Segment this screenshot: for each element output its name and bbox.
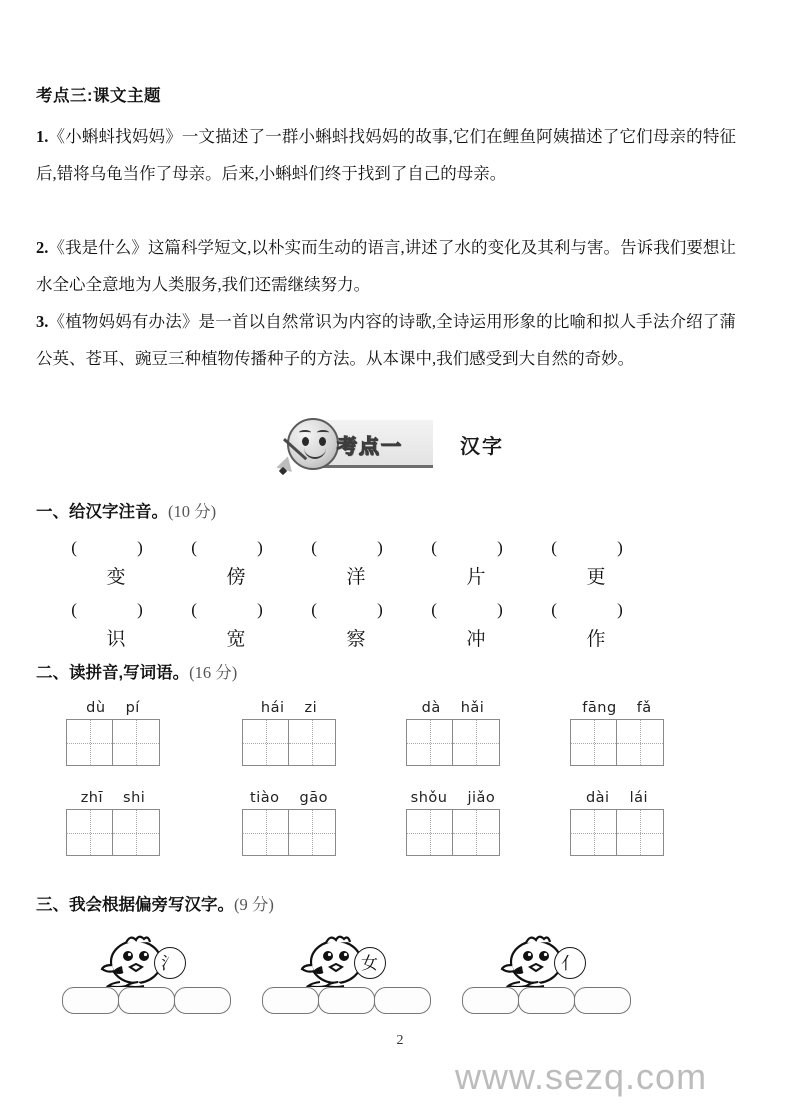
answer-box[interactable] xyxy=(62,987,119,1014)
tianzige-group-3 xyxy=(406,700,500,766)
pinyin-blank-paren[interactable]: ( ) xyxy=(431,600,531,619)
exercise-2-title: 二、读拼音,写词语。 xyxy=(36,664,190,682)
review-heading: 考点三:课文主题 xyxy=(36,87,161,105)
review-item-3-number: 3. xyxy=(36,312,49,331)
exercise-3-heading xyxy=(36,891,274,915)
badge-title-label: 汉字 xyxy=(460,436,504,458)
writing-grid[interactable] xyxy=(242,809,336,856)
ex1-r1-c5[interactable] xyxy=(536,538,656,589)
radical-group-1 xyxy=(62,935,231,1014)
answer-boxes[interactable] xyxy=(62,987,231,1014)
answer-box[interactable] xyxy=(118,987,175,1014)
exercise-2-score: (16 分) xyxy=(189,663,238,682)
ex1-char: 冲 xyxy=(466,629,486,650)
pinyin-syllable: dà xyxy=(421,700,441,716)
tianzige-group-1 xyxy=(66,700,160,766)
tianzige-cell[interactable] xyxy=(66,809,113,856)
tianzige-group-4 xyxy=(570,700,664,766)
answer-box[interactable] xyxy=(262,987,319,1014)
exercise-1-row-2 xyxy=(36,600,736,660)
radical-bubble xyxy=(154,947,186,979)
pinyin-label xyxy=(66,700,160,716)
pinyin-label xyxy=(406,790,500,806)
pinyin-blank-paren[interactable]: ( ) xyxy=(551,600,651,619)
writing-grid[interactable] xyxy=(66,719,160,766)
tianzige-group-6 xyxy=(242,790,336,856)
ex1-r1-c3[interactable] xyxy=(296,538,416,589)
pinyin-blank-paren[interactable]: ( ) xyxy=(551,538,651,557)
pinyin-label xyxy=(242,790,336,806)
pinyin-syllable: shi xyxy=(123,790,146,806)
pinyin-label xyxy=(406,700,500,716)
writing-grid[interactable] xyxy=(570,719,664,766)
brow-right-icon xyxy=(317,430,329,435)
review-item-2 xyxy=(36,229,736,303)
tianzige-group-7 xyxy=(406,790,500,856)
exercise-1-title: 一、给汉字注音。 xyxy=(36,503,168,521)
review-item-1-number: 1. xyxy=(36,127,49,146)
tianzige-cell[interactable] xyxy=(113,809,160,856)
tianzige-cell[interactable] xyxy=(66,719,113,766)
answer-box[interactable] xyxy=(518,987,575,1014)
ex1-r1-c4[interactable] xyxy=(416,538,536,589)
tianzige-cell[interactable] xyxy=(406,809,453,856)
ex1-r2-c2[interactable] xyxy=(176,600,296,651)
tianzige-group-8 xyxy=(570,790,664,856)
answer-boxes[interactable] xyxy=(262,987,431,1014)
ex1-char: 宽 xyxy=(226,629,246,650)
review-item-1 xyxy=(36,118,736,192)
exercise-3-score: (9 分) xyxy=(234,895,274,914)
review-item-2-number: 2. xyxy=(36,238,49,257)
ex1-r2-c5[interactable] xyxy=(536,600,656,651)
exercise-1-heading xyxy=(36,498,216,522)
writing-grid[interactable] xyxy=(66,809,160,856)
tianzige-cell[interactable] xyxy=(242,719,289,766)
pinyin-blank-paren[interactable]: ( ) xyxy=(191,600,291,619)
pinyin-syllable: lái xyxy=(629,790,649,806)
answer-box[interactable] xyxy=(318,987,375,1014)
pinyin-blank-paren[interactable]: ( ) xyxy=(431,538,531,557)
ex1-r2-c1[interactable] xyxy=(56,600,176,651)
brow-left-icon xyxy=(299,430,311,435)
review-item-3 xyxy=(36,303,736,377)
pinyin-blank-paren[interactable]: ( ) xyxy=(71,538,171,557)
writing-grid[interactable] xyxy=(242,719,336,766)
bird-icon xyxy=(92,935,202,987)
pinyin-label xyxy=(66,790,160,806)
kaodian-badge xyxy=(275,418,535,480)
radical-character: 亻 xyxy=(561,953,578,973)
answer-box[interactable] xyxy=(174,987,231,1014)
radical-character: 女 xyxy=(361,953,378,973)
pinyin-blank-paren[interactable]: ( ) xyxy=(311,600,411,619)
tianzige-cell[interactable] xyxy=(453,719,500,766)
tianzige-cell[interactable] xyxy=(406,719,453,766)
bird-icon xyxy=(492,935,602,987)
pinyin-syllable: gāo xyxy=(299,790,328,806)
tianzige-cell[interactable] xyxy=(453,809,500,856)
watermark: www.sezq.com xyxy=(455,1056,708,1097)
pinyin-label xyxy=(570,790,664,806)
ex1-char: 片 xyxy=(466,567,486,588)
radical-group-2 xyxy=(262,935,431,1014)
tianzige-cell[interactable] xyxy=(617,719,664,766)
tianzige-group-2 xyxy=(242,700,336,766)
answer-boxes[interactable] xyxy=(462,987,631,1014)
exercise-1-row-1 xyxy=(36,538,736,598)
tianzige-cell[interactable] xyxy=(113,719,160,766)
pinyin-blank-paren[interactable]: ( ) xyxy=(71,600,171,619)
pencil-icon xyxy=(275,436,319,476)
tianzige-cell[interactable] xyxy=(617,809,664,856)
tianzige-cell[interactable] xyxy=(289,809,336,856)
answer-box[interactable] xyxy=(374,987,431,1014)
ex1-char: 识 xyxy=(106,629,126,650)
ex1-char: 变 xyxy=(106,567,126,588)
answer-box[interactable] xyxy=(574,987,631,1014)
eye-right-icon xyxy=(319,437,326,446)
pinyin-syllable: hǎi xyxy=(460,700,485,716)
pinyin-syllable: dù xyxy=(86,700,106,716)
writing-grid[interactable] xyxy=(570,809,664,856)
ex1-char: 傍 xyxy=(226,567,246,588)
radical-character: 氵 xyxy=(161,953,178,973)
pinyin-label xyxy=(570,700,664,716)
radical-bubble xyxy=(354,947,386,979)
pinyin-syllable: fǎ xyxy=(636,700,652,716)
review-item-1-text: 《小蝌蚪找妈妈》一文描述了一群小蝌蚪找妈妈的故事,它们在鲤鱼阿姨描述了它们母亲的特征后,错将乌龟当作了母亲。后来,小蝌蚪们终于找到了自己的母亲。 xyxy=(36,127,736,183)
exercise-2-heading xyxy=(36,659,237,683)
answer-box[interactable] xyxy=(462,987,519,1014)
page-number: 2 xyxy=(396,1033,404,1048)
pinyin-syllable: zhī xyxy=(80,790,104,806)
tianzige-cell[interactable] xyxy=(570,809,617,856)
radical-group-3 xyxy=(462,935,631,1014)
pinyin-blank-paren[interactable]: ( ) xyxy=(311,538,411,557)
writing-grid[interactable] xyxy=(406,719,500,766)
writing-grid[interactable] xyxy=(406,809,500,856)
radical-bubble xyxy=(554,947,586,979)
pinyin-syllable: hái xyxy=(260,700,285,716)
pinyin-blank-paren[interactable]: ( ) xyxy=(191,538,291,557)
exercise-1-score: (10 分) xyxy=(168,502,217,521)
ex1-r1-c1[interactable] xyxy=(56,538,176,589)
tianzige-group-5 xyxy=(66,790,160,856)
pinyin-syllable: dài xyxy=(585,790,610,806)
review-item-2-text: 《我是什么》这篇科学短文,以朴实而生动的语言,讲述了水的变化及其利与害。告诉我们要想让水全心全意地为人类服务,我们还需继续努力。 xyxy=(36,238,736,294)
review-item-3-text: 《植物妈妈有办法》是一首以自然常识为内容的诗歌,全诗运用形象的比喻和拟人手法介绍了蒲公英、苍耳、豌豆三种植物传播种子的方法。从本课中,我们感受到大自然的奇妙。 xyxy=(36,312,736,368)
ex1-char: 更 xyxy=(586,567,606,588)
pinyin-syllable: fāng xyxy=(582,700,617,716)
bird-icon xyxy=(292,935,402,987)
tianzige-cell[interactable] xyxy=(289,719,336,766)
ex1-char: 察 xyxy=(346,629,366,650)
ex1-char: 洋 xyxy=(346,567,366,588)
pinyin-syllable: jiǎo xyxy=(467,790,496,806)
tianzige-cell[interactable] xyxy=(570,719,617,766)
ex1-r2-c4[interactable] xyxy=(416,600,536,651)
pinyin-syllable: pí xyxy=(125,700,140,716)
pinyin-syllable: shǒu xyxy=(410,790,448,806)
exercise-3-title: 三、我会根据偏旁写汉字。 xyxy=(36,896,234,914)
pinyin-syllable: zi xyxy=(304,700,318,716)
pinyin-syllable: tiào xyxy=(250,790,280,806)
badge-kaodian-label: 考点一 xyxy=(337,436,403,458)
pinyin-label xyxy=(242,700,336,716)
ex1-char: 作 xyxy=(586,629,606,650)
ex1-r2-c3[interactable] xyxy=(296,600,416,651)
tianzige-cell[interactable] xyxy=(242,809,289,856)
ex1-r1-c2[interactable] xyxy=(176,538,296,589)
